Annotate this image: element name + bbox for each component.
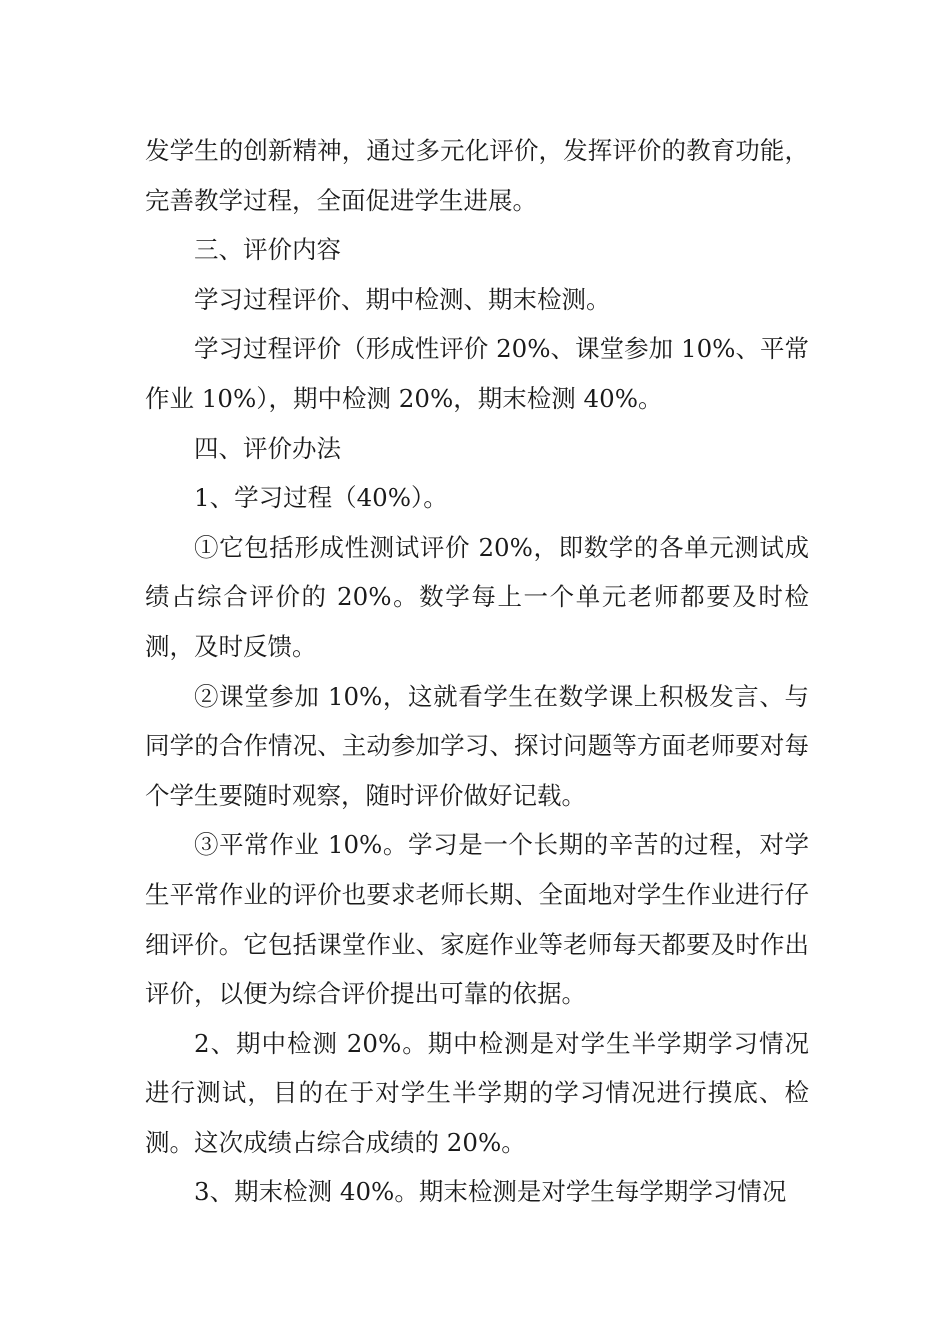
sub-item-formative-test: ①它包括形成性测试评价 20%，即数学的各单元测试成绩占综合评价的 20%。数学每上一个单元老师都要及时检测，及时反馈。 (145, 532, 809, 661)
sub-item-class-participation: ②课堂参加 10%，这就看学生在数学课上积极发言、与同学的合作情况、主动参加学习、探讨问题等方面老师要对每个学生要随时观察，随时评价做好记载。 (145, 681, 809, 810)
section-heading-evaluation-content: 三、评价内容 (194, 235, 341, 265)
list-item-final: 3、期末检测 40%。期末检测是对学生每学期学习情况 (194, 1177, 787, 1207)
sub-item-homework: ③平常作业 10%。学习是一个长期的辛苦的过程，对学生平常作业的评价也要求老师长期、全面地对学生作业进行仔细评价。它包括课堂作业、家庭作业等老师每天都要及时作出评价，以便为综合评价提出可靠的依据。 (145, 830, 809, 1009)
list-item-midterm: 2、期中检测 20%。期中检测是对学生半学期学习情况进行测试，目的在于对学生半学期的学习情况进行摸底、检测。这次成绩占综合成绩的 20%。 (145, 1028, 809, 1157)
paragraph-evaluation-weights: 学习过程评价（形成性评价 20%、课堂参加 10%、平常作业 10%），期中检测 20%，期末检测 40%。 (145, 334, 809, 413)
list-item-learning-process: 1、学习过程（40%）。 (194, 483, 448, 513)
paragraph-continuation: 发学生的创新精神，通过多元化评价，发挥评价的教育功能，完善教学过程，全面促进学生进展。 (145, 136, 809, 215)
document-body (145, 126, 809, 1217)
section-heading-evaluation-method: 四、评价办法 (194, 433, 341, 463)
paragraph-evaluation-items: 学习过程评价、期中检测、期末检测。 (194, 284, 611, 314)
